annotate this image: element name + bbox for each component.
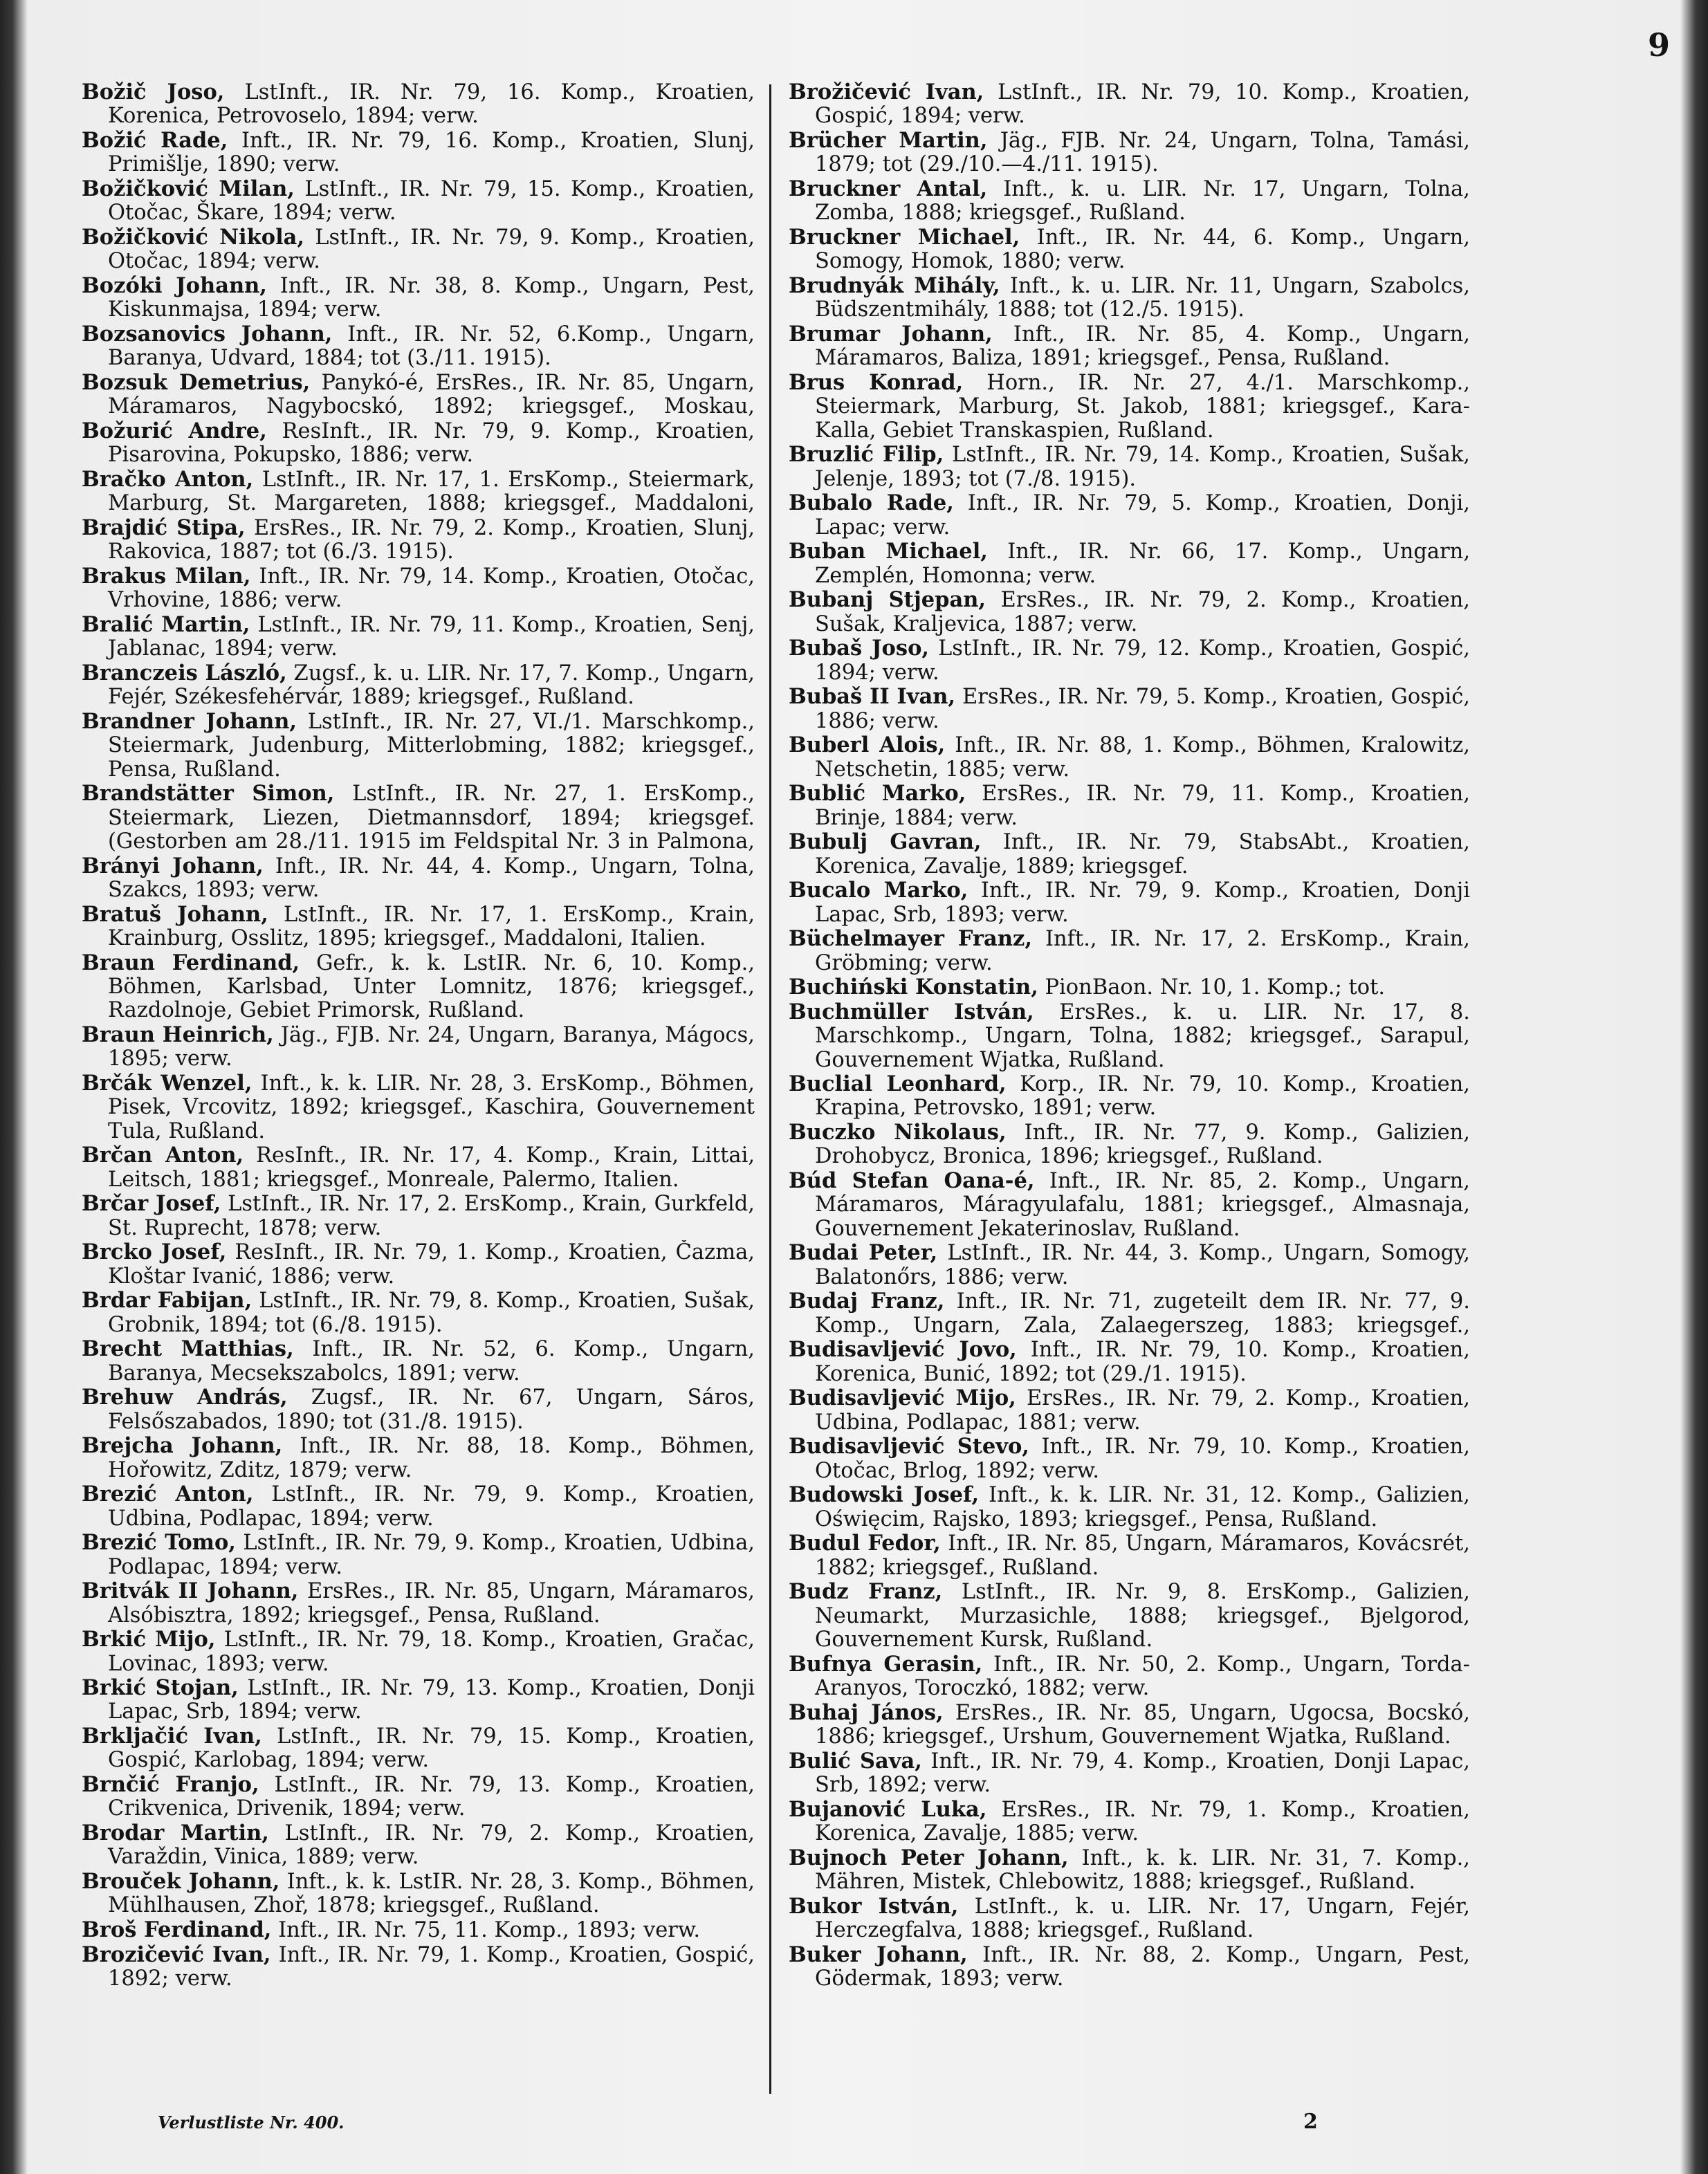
entry-details: LstInft., IR. Nr. 79, 9. Komp., Kroatien, Udbina, Podlapac, 1894; verw. <box>108 1482 755 1530</box>
entry-details: Horn., IR. Nr. 27, 4./1. Marschkomp., Steiermark, Marburg, St. Jakob, 1881; kriegsgef., Kara-Kalla, Gebiet Transkaspien, Rußland. <box>815 370 1470 443</box>
entry-name: Budisavljević Jovo, <box>789 1338 1017 1363</box>
list-entry <box>789 1701 1470 1749</box>
entry-details: LstInft., IR. Nr. 79, 9. Komp., Kroatien, Otočac, 1894; verw. <box>108 225 755 273</box>
entry-details: LstInft., IR. Nr. 9, 8. ErsKomp., Galizien, Neumarkt, Murzasichle, 1888; kriegsgef., Bjelgorod, Gouvernement Kursk, Rußland. <box>815 1580 1470 1652</box>
entry-details: Inft., IR. Nr. 88, 1. Komp., Böhmen, Kralowitz, Netschetin, 1885; verw. <box>815 733 1470 781</box>
list-entry <box>82 80 755 128</box>
entry-name: Bubanj Stjepan, <box>789 588 986 613</box>
entry-name: Buberl Alois, <box>789 733 946 758</box>
list-entry <box>82 322 755 370</box>
list-entry <box>789 1121 1470 1168</box>
entry-name: Bublić Marko, <box>789 782 966 807</box>
entry-name: Budowski Josef, <box>789 1483 980 1508</box>
entry-name: Budaj Franz, <box>789 1289 945 1314</box>
entry-name: Britvák II Johann, <box>82 1579 299 1604</box>
entry-details: LstInft., IR. Nr. 79, 16. Komp., Kroatien, Korenica, Petrovoselo, 1894; verw. <box>108 80 755 128</box>
list-entry <box>789 225 1470 273</box>
list-entry <box>789 975 1470 999</box>
list-entry <box>789 588 1470 636</box>
list-entry <box>82 1023 755 1071</box>
list-entry <box>82 1337 755 1385</box>
list-entry <box>789 1580 1470 1651</box>
entry-name: Budisavljević Mijo, <box>789 1386 1016 1411</box>
list-entry <box>82 1943 755 1991</box>
list-entry <box>82 1676 755 1724</box>
entry-name: Bozóki Johann, <box>82 273 267 298</box>
list-entry <box>82 274 755 322</box>
entry-name: Bukor István, <box>789 1894 959 1919</box>
entry-name: Božičković Milan, <box>82 176 295 201</box>
right-column <box>789 80 1470 1991</box>
entry-name: Brehuw András, <box>82 1385 288 1410</box>
list-entry <box>789 1943 1470 1991</box>
entry-details: Korp., IR. Nr. 79, 10. Komp., Kroatien, Krapina, Petrovsko, 1891; verw. <box>815 1072 1470 1120</box>
entry-details: Inft., IR. Nr. 85, Ungarn, Máramaros, Kovácsrét, 1882; kriegsgef., Rußland. <box>815 1531 1470 1580</box>
entry-details: LstInft., IR. Nr. 79, 11. Komp., Kroatien, Senj, Jablanac, 1894; verw. <box>108 612 755 661</box>
entry-name: Brudnyák Mihály, <box>789 273 1000 298</box>
entry-details: Inft., IR. Nr. 17, 2. ErsKomp., Krain, Gröbming; verw. <box>815 927 1470 975</box>
entry-details: Zugsf., IR. Nr. 67, Ungarn, Sáros, Felsőszabados, 1890; tot (31./8. 1915). <box>108 1385 755 1433</box>
entry-name: Božurić Andre, <box>82 418 267 443</box>
left-column <box>82 80 755 1991</box>
entry-details: Inft., IR. Nr. 44, 4. Komp., Ungarn, Tolna, Szakcs, 1893; verw. <box>108 854 755 902</box>
entry-name: Brčák Wenzel, <box>82 1071 252 1096</box>
list-entry <box>82 1579 755 1627</box>
entry-details: Inft., IR. Nr. 71, zugeteilt dem IR. Nr. 77, 9. Komp., Ungarn, Zala, Zalaegerszeg, 1883; kriegsgef., <box>815 1289 1470 1338</box>
list-entry <box>82 661 755 709</box>
entry-details: LstInft., IR. Nr. 17, 1. ErsKomp., Steiermark, Marburg, St. Margareten, 1888; kriegsgef., Maddaloni, <box>108 467 755 515</box>
entry-details: ErsRes., IR. Nr. 79, 2. Komp., Kroatien, Sušak, Kraljevica, 1887; verw. <box>815 588 1470 636</box>
entry-name: Bubaš II Ivan, <box>789 685 956 710</box>
list-entry <box>82 177 755 225</box>
entry-details: Inft., IR. Nr. 52, 6. Komp., Ungarn, Baranya, Mecsekszabolcs, 1891; verw. <box>108 1337 755 1385</box>
entry-name: Božičković Nikola, <box>82 225 305 250</box>
list-entry <box>82 225 755 273</box>
list-entry <box>789 274 1470 322</box>
entry-name: Brakus Milan, <box>82 564 251 589</box>
entry-details: LstInft., IR. Nr. 79, 15. Komp., Kroatien, Otočac, Škare, 1894; verw. <box>108 176 755 225</box>
list-entry <box>789 491 1470 539</box>
entry-details: LstInft., IR. Nr. 79, 2. Komp., Kroatien, Varaždin, Vinica, 1889; verw. <box>108 1821 755 1869</box>
list-entry <box>789 322 1470 370</box>
entry-name: Bucalo Marko, <box>789 878 968 903</box>
list-entry <box>82 516 755 564</box>
entry-details: Inft., IR. Nr. 44, 6. Komp., Ungarn, Somogy, Homok, 1880; verw. <box>815 225 1470 273</box>
entry-details: Inft., IR. Nr. 66, 17. Komp., Ungarn, Zemplén, Homonna; verw. <box>815 540 1470 588</box>
list-entry <box>82 1143 755 1191</box>
list-entry <box>82 1870 755 1917</box>
footer-list-number: Verlustliste Nr. 400. <box>158 2112 345 2132</box>
list-entry <box>789 540 1470 587</box>
list-entry <box>789 878 1470 926</box>
entry-details: Inft., IR. Nr. 85, 4. Komp., Ungarn, Máramaros, Baliza, 1891; kriegsgef., Pensa, Rußland. <box>815 322 1470 370</box>
entry-details: Inft., k. k. LIR. Nr. 28, 3. ErsKomp., Böhmen, Pisek, Vrcovitz, 1892; kriegsgef., Kaschira, Gouvernement Tula, Rußland. <box>108 1071 755 1143</box>
entry-details: Inft., IR. Nr. 79, 14. Komp., Kroatien, Otočac, Vrhovine, 1886; verw. <box>108 564 755 612</box>
entry-name: Brouček Johann, <box>82 1870 280 1895</box>
entry-details: Zugsf., k. u. LIR. Nr. 17, 7. Komp., Ungarn, Fejér, Székesfehérvár, 1889; kriegsgef., Rußland. <box>108 661 755 709</box>
entry-name: Buchiński Konstatin, <box>789 975 1038 1000</box>
list-entry <box>82 1724 755 1772</box>
entry-name: Brezić Anton, <box>82 1482 254 1507</box>
entry-details: Inft., IR. Nr. 79, 10. Komp., Kroatien, Otočac, Brlog, 1892; verw. <box>815 1435 1470 1483</box>
entry-name: Brkić Stojan, <box>82 1676 239 1701</box>
list-entry <box>82 1071 755 1143</box>
list-entry <box>789 1072 1470 1120</box>
entry-details: LstInft., IR. Nr. 79, 8. Komp., Kroatien, Sušak, Grobnik, 1894; tot (6./8. 1915). <box>108 1289 755 1336</box>
list-entry <box>82 1531 755 1578</box>
entry-details: LstInft., IR. Nr. 44, 3. Komp., Ungarn, Somogy, Balatonőrs, 1886; verw. <box>815 1241 1470 1289</box>
entry-details: ResInft., IR. Nr. 17, 4. Komp., Krain, Littai, Leitsch, 1881; kriegsgef., Monreale, Palermo, Italien. <box>108 1143 755 1192</box>
entry-name: Bozsanovics Johann, <box>82 322 333 347</box>
list-entry <box>82 1192 755 1240</box>
entry-name: Brčan Anton, <box>82 1143 244 1168</box>
list-entry <box>82 419 755 467</box>
entry-name: Brodar Martin, <box>82 1821 269 1846</box>
list-entry <box>789 443 1470 490</box>
entry-name: Božić Rade, <box>82 128 228 153</box>
entry-details: ErsRes., IR. Nr. 85, Ungarn, Máramaros, Alsóbisztra, 1892; kriegsgef., Pensa, Rußland. <box>108 1579 755 1627</box>
entry-name: Branczeis László, <box>82 661 287 685</box>
entry-details: Inft., IR. Nr. 88, 18. Komp., Böhmen, Hořowitz, Zditz, 1879; verw. <box>108 1434 755 1482</box>
list-entry <box>789 1531 1470 1579</box>
list-entry <box>789 782 1470 829</box>
list-entry <box>789 1338 1470 1385</box>
entry-details: LstInft., IR. Nr. 17, 2. ErsKomp., Krain, Gurkfeld, St. Ruprecht, 1878; verw. <box>108 1192 755 1240</box>
entry-details: LstInft., IR. Nr. 17, 1. ErsKomp., Krain, Krainburg, Osslitz, 1895; kriegsgef., Maddaloni, Italien. <box>108 902 755 950</box>
list-entry <box>82 613 755 661</box>
entry-details: Inft., IR. Nr. 79, 9. Komp., Kroatien, Donji Lapac, Srb, 1893; verw. <box>815 878 1470 926</box>
list-entry <box>82 1918 755 1942</box>
list-entry <box>789 1749 1470 1797</box>
entry-details: Inft., IR. Nr. 79, 16. Komp., Kroatien, Slunj, Primišlje, 1890; verw. <box>108 128 755 176</box>
entry-details: LstInft., IR. Nr. 79, 9. Komp., Kroatien, Udbina, Podlapac, 1894; verw. <box>108 1531 755 1578</box>
entry-name: Brčar Josef, <box>82 1192 221 1217</box>
entry-name: Buchmüller István, <box>789 1000 1034 1024</box>
column-divider <box>769 84 771 2094</box>
entry-details: ResInft., IR. Nr. 79, 9. Komp., Kroatien, Pisarovina, Pokupsko, 1886; verw. <box>108 418 755 467</box>
footer-signature-mark: 2 <box>1303 2110 1318 2134</box>
entry-details: Inft., IR. Nr. 75, 11. Komp., 1893; verw. <box>278 1918 701 1942</box>
entry-name: Brezić Tomo, <box>82 1531 236 1556</box>
entry-name: Bruckner Antal, <box>789 176 988 201</box>
list-entry <box>789 1846 1470 1894</box>
list-entry <box>82 854 755 902</box>
entry-details: Panykó-é, ErsRes., IR. Nr. 85, Ungarn, Máramaros, Nagybocskó, 1892; kriegsgef., Moskau, <box>108 370 755 418</box>
entry-name: Brányi Johann, <box>82 854 264 878</box>
entry-details: ErsRes., IR. Nr. 79, 11. Komp., Kroatien, Brinje, 1884; verw. <box>815 782 1470 829</box>
entry-name: Bubulj Gavran, <box>789 830 982 855</box>
entry-details: LstInft., IR. Nr. 79, 10. Komp., Kroatien, Gospić, 1894; verw. <box>815 80 1470 128</box>
entry-name: Bubalo Rade, <box>789 491 954 516</box>
entry-details: Inft., IR. Nr. 52, 6.Komp., Ungarn, Baranya, Udvard, 1884; tot (3./11. 1915). <box>108 322 755 370</box>
entry-details: LstInft., IR. Nr. 79, 18. Komp., Kroatien, Gračac, Lovinac, 1893; verw. <box>108 1628 755 1675</box>
entry-details: Inft., IR. Nr. 79, StabsAbt., Kroatien, Korenica, Zavalje, 1889; kriegsgef. <box>815 830 1470 878</box>
list-entry <box>82 1289 755 1336</box>
entry-name: Brejcha Johann, <box>82 1434 283 1459</box>
entry-name: Brücher Martin, <box>789 128 988 153</box>
entry-name: Buclial Leonhard, <box>789 1072 1007 1097</box>
list-entry <box>82 129 755 176</box>
entry-details: Inft., k. k. LstIR. Nr. 28, 3. Komp., Böhmen, Mühlhausen, Zhoř, 1878; kriegsgef., Rußland. <box>108 1870 755 1917</box>
entry-name: Bruzlić Filip, <box>789 443 944 468</box>
entry-name: Brandner Johann, <box>82 709 297 734</box>
entry-name: Büchelmayer Franz, <box>789 927 1032 952</box>
entry-details: LstInft., IR. Nr. 79, 15. Komp., Kroatien, Gospić, Karlobag, 1894; verw. <box>108 1724 755 1772</box>
entry-name: Brcko Josef, <box>82 1240 227 1265</box>
list-entry <box>82 1821 755 1869</box>
list-entry <box>82 468 755 515</box>
list-entry <box>82 710 755 781</box>
entry-details: ErsRes., IR. Nr. 79, 1. Komp., Kroatien, Korenica, Zavalje, 1885; verw. <box>815 1797 1470 1845</box>
list-entry <box>82 951 755 1022</box>
entry-details: LstInft., IR. Nr. 79, 13. Komp., Kroatien, Donji Lapac, Srb, 1894; verw. <box>108 1676 755 1724</box>
entry-name: Buczko Nikolaus, <box>789 1121 1007 1145</box>
list-entry <box>789 1435 1470 1482</box>
list-entry <box>789 685 1470 733</box>
entry-details: ErsRes., IR. Nr. 79, 2. Komp., Kroatien, Slunj, Rakovica, 1887; tot (6./3. 1915). <box>108 515 755 564</box>
entry-details: LstInft., IR. Nr. 79, 14. Komp., Kroatien, Sušak, Jelenje, 1893; tot (7./8. 1915). <box>815 443 1470 491</box>
entry-details: LstInft., IR. Nr. 27, VI./1. Marschkomp., Steiermark, Judenburg, Mitterlobming, 1882; kriegsgef., Pensa, Rußland. <box>108 709 755 781</box>
entry-details: Inft., IR. Nr. 79, 4. Komp., Kroatien, Donji Lapac, Srb, 1892; verw. <box>815 1749 1470 1797</box>
entry-name: Bufnya Gerasin, <box>789 1652 983 1677</box>
list-entry <box>82 1773 755 1821</box>
list-entry <box>789 1241 1470 1289</box>
entry-name: Bubaš Joso, <box>789 636 930 661</box>
list-entry <box>789 1386 1470 1434</box>
list-entry <box>789 1652 1470 1700</box>
list-entry <box>789 830 1470 878</box>
entry-name: Brus Konrad, <box>789 370 964 395</box>
entry-details: LstInft., k. u. LIR. Nr. 17, Ungarn, Fejér, Herczegfalva, 1888; kriegsgef., Rußland. <box>815 1894 1470 1942</box>
list-entry <box>789 1895 1470 1942</box>
entry-details: Inft., IR. Nr. 38, 8. Komp., Ungarn, Pest, Kiskunmajsa, 1894; verw. <box>108 273 755 322</box>
entry-details: Inft., k. u. LIR. Nr. 11, Ungarn, Szabolcs, Büdszentmihály, 1888; tot (12./5. 1915). <box>815 273 1470 322</box>
entry-details: Inft., k. k. LIR. Nr. 31, 12. Komp., Galizien, Oświęcim, Rajsko, 1893; kriegsgef., Pensa, Rußland. <box>815 1483 1470 1531</box>
entry-details: Inft., IR. Nr. 50, 2. Komp., Ungarn, Torda-Aranyos, Toroczkó, 1882; verw. <box>815 1652 1470 1700</box>
list-entry <box>789 1289 1470 1337</box>
entry-details: Inft., IR. Nr. 85, 2. Komp., Ungarn, Máramaros, Máragyulafalu, 1881; kriegsgef., Almasnaja, Gouvernement Jekaterinoslav, Rußland. <box>815 1169 1470 1241</box>
entry-name: Budul Fedor, <box>789 1531 941 1556</box>
entry-name: Budz Franz, <box>789 1580 943 1605</box>
list-entry <box>82 1628 755 1675</box>
list-entry <box>82 903 755 950</box>
entry-name: Bulić Sava, <box>789 1749 922 1774</box>
entry-name: Brožičević Ivan, <box>789 80 984 104</box>
entry-details: Jäg., FJB. Nr. 24, Ungarn, Baranya, Mágocs, 1895; verw. <box>108 1022 755 1071</box>
entry-name: Brkić Mijo, <box>82 1628 216 1652</box>
entry-name: Broš Ferdinand, <box>82 1918 272 1942</box>
entry-details: Inft., IR. Nr. 79, 10. Komp., Kroatien, Korenica, Bunić, 1892; tot (29./1. 1915). <box>815 1338 1470 1386</box>
entry-name: Budisavljević Stevo, <box>789 1435 1029 1459</box>
entry-name: Brkljačić Ivan, <box>82 1724 262 1749</box>
list-entry <box>789 636 1470 684</box>
list-entry <box>82 1385 755 1433</box>
list-entry <box>789 80 1470 128</box>
list-entry <box>82 1434 755 1482</box>
entry-name: Brajdić Stipa, <box>82 515 246 540</box>
entry-name: Braun Ferdinand, <box>82 950 300 975</box>
list-entry <box>82 1240 755 1288</box>
entry-name: Budai Peter, <box>789 1241 938 1266</box>
list-entry <box>789 177 1470 225</box>
entry-name: Brumar Johann, <box>789 322 993 347</box>
entry-name: Bruckner Michael, <box>789 225 1020 250</box>
entry-name: Bračko Anton, <box>82 467 254 492</box>
entry-details: ResInft., IR. Nr. 79, 1. Komp., Kroatien, Čazma, Kloštar Ivanić, 1886; verw. <box>108 1240 755 1289</box>
entry-name: Brdar Fabijan, <box>82 1289 252 1314</box>
entry-name: Braun Heinrich, <box>82 1022 274 1047</box>
entry-name: Božič Joso, <box>82 80 225 104</box>
list-entry <box>789 1169 1470 1240</box>
entry-name: Bujnoch Peter Johann, <box>789 1845 1069 1870</box>
list-entry <box>789 733 1470 781</box>
entry-details: Inft., k. k. LIR. Nr. 31, 7. Komp., Mähren, Mistek, Chlebowitz, 1888; kriegsgef., Rußland. <box>815 1845 1470 1894</box>
entry-details: ErsRes., k. u. LIR. Nr. 17, 8. Marschkomp., Ungarn, Tolna, 1882; kriegsgef., Sarapul, Gouvernement Wjatka, Rußland. <box>815 1000 1470 1071</box>
entry-name: Buban Michael, <box>789 540 988 564</box>
list-entry <box>789 927 1470 975</box>
list-entry <box>789 1798 1470 1845</box>
entry-name: Brandstätter Simon, <box>82 782 335 807</box>
entry-details: Gefr., k. k. LstIR. Nr. 6, 10. Komp., Böhmen, Karlsbad, Unter Lomnitz, 1876; kriegsgef., Razdolnoje, Gebiet Primorsk, Rußland. <box>108 950 755 1022</box>
entry-name: Brozičević Ivan, <box>82 1942 271 1967</box>
list-entry <box>789 371 1470 442</box>
list-entry <box>789 1000 1470 1071</box>
entry-name: Bralić Martin, <box>82 612 250 637</box>
entry-details: LstInft., IR. Nr. 79, 12. Komp., Kroatien, Gospić, 1894; verw. <box>815 636 1470 685</box>
entry-details: PionBaon. Nr. 10, 1. Komp.; tot. <box>1045 975 1386 1000</box>
entry-name: Búd Stefan Oana-é, <box>789 1169 1035 1194</box>
page-number: 9 <box>1647 26 1670 64</box>
list-entry <box>82 1482 755 1530</box>
entry-details: ErsRes., IR. Nr. 85, Ungarn, Ugocsa, Bocskó, 1886; kriegsgef., Urshum, Gouvernement Wjatka, Rußland. <box>815 1700 1470 1749</box>
entry-name: Brecht Matthias, <box>82 1337 294 1362</box>
entry-details: LstInft., IR. Nr. 27, 1. ErsKomp., Steiermark, Liezen, Dietmannsdorf, 1894; kriegsgef. (Gestorben am 28./11. 1915 im Feldspital Nr. 3 in Palmona, <box>108 782 755 854</box>
entry-details: ErsRes., IR. Nr. 79, 5. Komp., Kroatien, Gospić, 1886; verw. <box>815 685 1470 733</box>
entry-details: Inft., k. u. LIR. Nr. 17, Ungarn, Tolna, Zomba, 1888; kriegsgef., Rußland. <box>815 176 1470 225</box>
list-entry <box>789 129 1470 176</box>
list-entry <box>82 564 755 612</box>
entry-name: Brnčić Franjo, <box>82 1773 259 1798</box>
list-entry <box>82 371 755 418</box>
entry-details: Inft., IR. Nr. 88, 2. Komp., Ungarn, Pest, Gödermak, 1893; verw. <box>815 1942 1470 1991</box>
entry-details: Inft., IR. Nr. 77, 9. Komp., Galizien, Drohobycz, Bronica, 1896; kriegsgef., Rußland. <box>815 1121 1470 1168</box>
entry-details: ErsRes., IR. Nr. 79, 2. Komp., Kroatien, Udbina, Podlapac, 1881; verw. <box>815 1386 1470 1435</box>
entry-name: Buhaj János, <box>789 1700 944 1725</box>
entry-details: Inft., IR. Nr. 79, 5. Komp., Kroatien, Donji, Lapac; verw. <box>815 491 1470 540</box>
entry-name: Bozsuk Demetrius, <box>82 370 311 395</box>
entry-name: Bratuš Johann, <box>82 902 268 927</box>
entry-details: Inft., IR. Nr. 79, 1. Komp., Kroatien, Gospić, 1892; verw. <box>108 1942 755 1991</box>
list-entry <box>82 782 755 853</box>
entry-details: LstInft., IR. Nr. 79, 13. Komp., Kroatien, Crikvenica, Drivenik, 1894; verw. <box>108 1773 755 1821</box>
entry-details: Jäg., FJB. Nr. 24, Ungarn, Tolna, Tamási, 1879; tot (29./10.—4./11. 1915). <box>815 128 1470 176</box>
entry-name: Bujanović Luka, <box>789 1797 987 1822</box>
entry-name: Buker Johann, <box>789 1942 968 1967</box>
list-entry <box>789 1483 1470 1531</box>
